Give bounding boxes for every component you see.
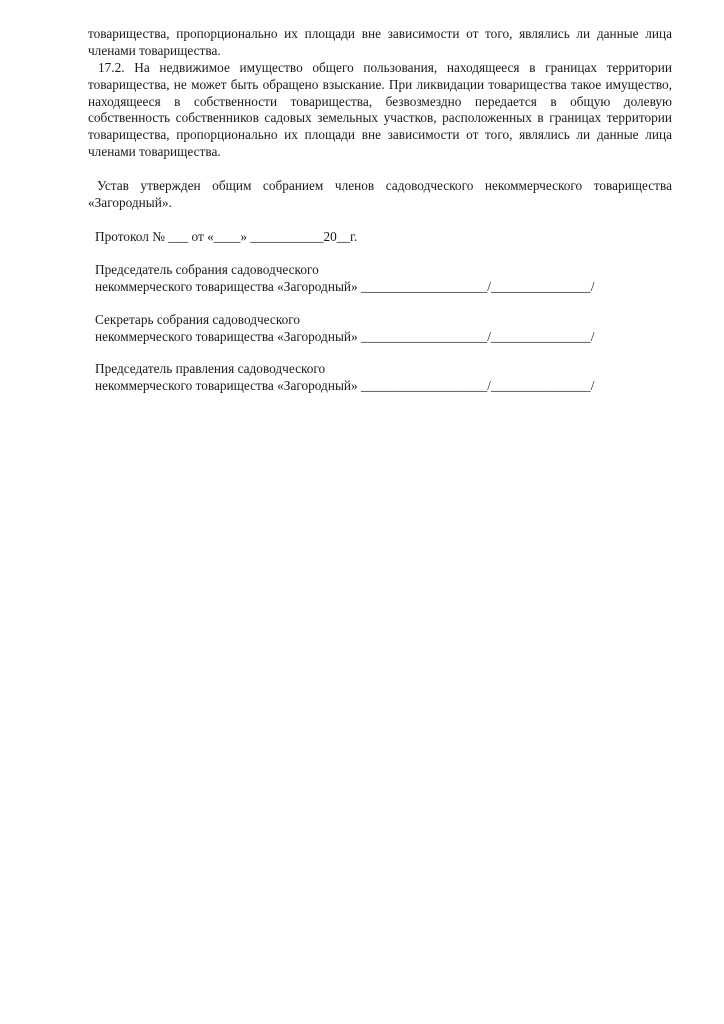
signature-chairman-meeting [95, 262, 655, 296]
protocol-line: Протокол № ___ от «____» ___________20__г. [95, 229, 358, 244]
signature-title-line2: некоммерческого товарищества «Загородный» ___________________/_______________/ [95, 278, 595, 294]
protocol-block [95, 229, 655, 246]
clause-17-2-paragraph: 17.2. На недвижимое имущество общего пользования, находящееся в границах территории товарищества, не может быть обращено взыскание. При ликвидации товарищества такое имущество, находящееся в собственности товарищества, безвозмездно передается в общую долевую собственность собственников садовых земельных участков, расположенных в границах территории товарищества, пропорционально их площади вне зависимости от того, являлись ли данные лица членами товарищества. [88, 60, 672, 159]
approval-paragraph: Устав утвержден общим собранием членов садоводческого некоммерческого товарищества «Загородный». [88, 178, 672, 210]
signature-title-line1: Секретарь собрания садоводческого [95, 312, 301, 327]
signature-chairman-board [95, 361, 655, 395]
signature-title-line1: Председатель собрания садоводческого [95, 262, 319, 277]
signature-title-line1: Председатель правления садоводческого [95, 361, 326, 376]
signature-title-line2: некоммерческого товарищества «Загородный» ___________________/_______________/ [95, 377, 595, 393]
signature-secretary [95, 312, 655, 346]
continuation-paragraph: товарищества, пропорционально их площади вне зависимости от того, являлись ли данные лица членами товарищества. [88, 26, 672, 58]
signature-title-line2: некоммерческого товарищества «Загородный» ___________________/_______________/ [95, 328, 595, 344]
